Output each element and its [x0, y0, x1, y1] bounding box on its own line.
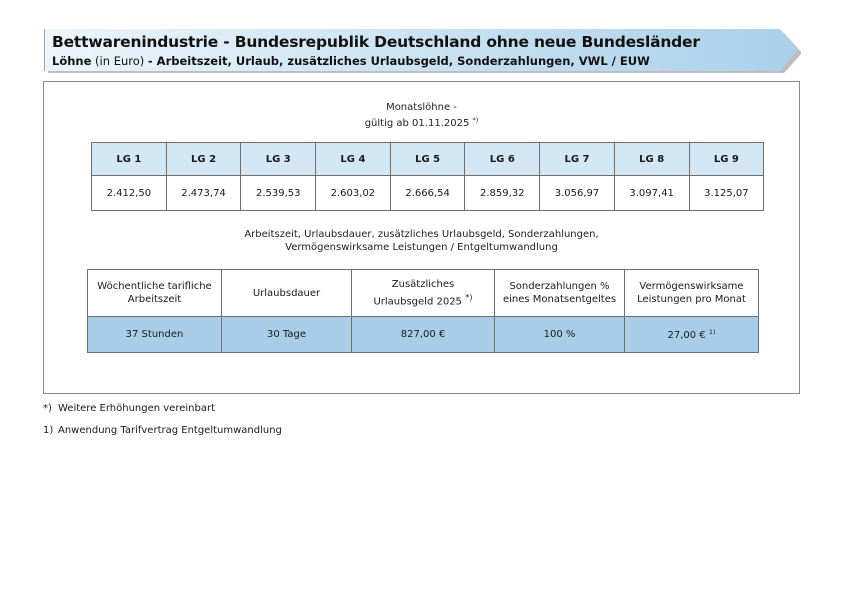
conditions-header-working-time: Wöchentliche tarifliche Arbeitszeit [88, 270, 222, 317]
wages-table [91, 142, 764, 211]
subtitle-unit: (in Euro) [91, 54, 148, 68]
footnote-1-text: Weitere Erhöhungen vereinbart [58, 403, 216, 414]
wage-group-header: LG 9 [689, 143, 764, 176]
conditions-value-row [88, 317, 759, 353]
subtitle-topics: - Arbeitszeit, Urlaub, zusätzliches Urlaubsgeld, Sonderzahlungen, VWL / EUW [147, 54, 650, 68]
vwl-value: 27,00 € [667, 330, 706, 341]
conditions-header-vacation-pay: Zusätzliches Urlaubsgeld 2025 *) [352, 270, 495, 317]
wage-value: 2.412,50 [92, 176, 167, 211]
wage-value: 3.056,97 [540, 176, 615, 211]
page-subtitle [52, 54, 650, 68]
wage-value: 3.097,41 [614, 176, 689, 211]
title-banner [44, 29, 801, 73]
conditions-header-row [88, 270, 759, 317]
subtitle-bold-lohne: Löhne [52, 54, 92, 68]
wage-group-header: LG 7 [540, 143, 615, 176]
wage-value: 2.666,54 [390, 176, 465, 211]
wage-value: 2.859,32 [465, 176, 540, 211]
vacation-pay-value: 827,00 € [352, 317, 495, 353]
wages-caption-line1: Monatslöhne - [386, 102, 457, 113]
special-payments-value: 100 % [495, 317, 625, 353]
conditions-header-vwl: Vermögenswirksame Leistungen pro Monat [625, 270, 759, 317]
wages-caption-mark: *) [472, 116, 479, 124]
conditions-caption-line2: Vermögenswirksame Leistungen / Entgeltumwandlung [285, 242, 558, 253]
wages-value-row [92, 176, 764, 211]
wages-caption [44, 101, 799, 130]
vwl-value-mark: 1) [708, 328, 716, 336]
vacation-pay-mark: *) [465, 291, 473, 302]
wages-caption-date: gültig ab 01.11.2025 [364, 118, 470, 129]
wages-caption-line2 [44, 114, 799, 130]
conditions-header-vacation: Urlaubsdauer [222, 270, 352, 317]
wage-value: 2.603,02 [316, 176, 391, 211]
footnote-1 [43, 403, 215, 414]
footnote-2-text: Anwendung Tarifvertrag Entgeltumwandlung [58, 425, 282, 436]
wage-group-header: LG 8 [614, 143, 689, 176]
content-frame [43, 81, 800, 394]
vacation-days-value: 30 Tage [222, 317, 352, 353]
footnote-1-marker: *) [43, 403, 52, 414]
vwl-value-cell [625, 317, 759, 353]
wages-header-row [92, 143, 764, 176]
wage-group-header: LG 3 [241, 143, 316, 176]
footnote-2 [43, 425, 282, 436]
footnote-2-marker: 1) [43, 425, 54, 436]
conditions-header-special-payments: Sonderzahlungen % eines Monatsentgeltes [495, 270, 625, 317]
conditions-caption [44, 228, 799, 254]
working-time-value: 37 Stunden [88, 317, 222, 353]
wage-group-header: LG 1 [92, 143, 167, 176]
conditions-caption-line1: Arbeitszeit, Urlaubsdauer, zusätzliches Urlaubsgeld, Sonderzahlungen, [244, 229, 599, 240]
wage-group-header: LG 2 [166, 143, 241, 176]
wage-value: 3.125,07 [689, 176, 764, 211]
wage-group-header: LG 4 [316, 143, 391, 176]
wage-group-header: LG 6 [465, 143, 540, 176]
wage-value: 2.473,74 [166, 176, 241, 211]
wage-group-header: LG 5 [390, 143, 465, 176]
page-title: Bettwarenindustrie - Bundesrepublik Deutschland ohne neue Bundesländer [52, 33, 700, 51]
conditions-table [87, 269, 759, 353]
wage-value: 2.539,53 [241, 176, 316, 211]
